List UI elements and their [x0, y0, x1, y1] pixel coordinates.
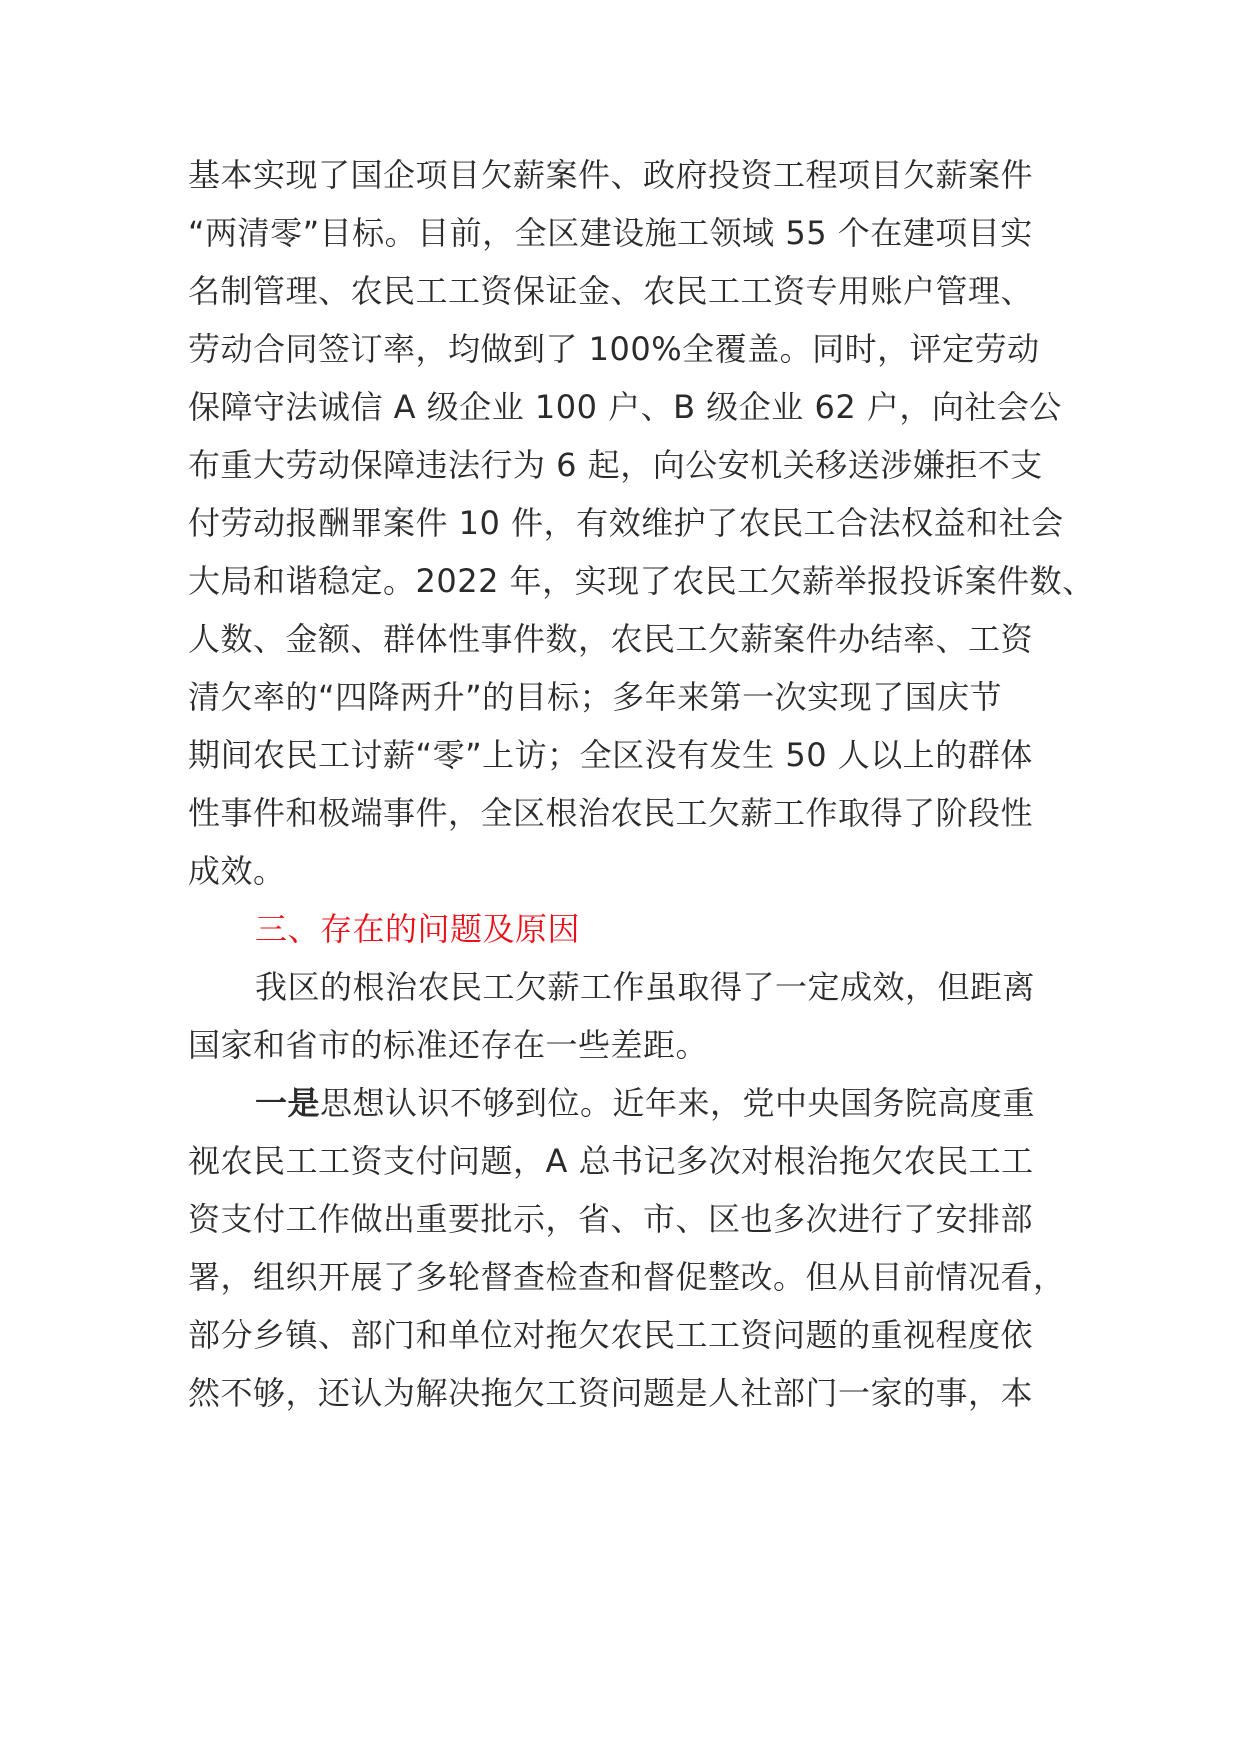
- text-line: 性事件和极端事件，全区根治农民工欠薪工作取得了阶段性: [188, 794, 1034, 832]
- text-line: [255, 1083, 1035, 1123]
- text-line: 资支付工作做出重要批示，省、市、区也多次进行了安排部: [188, 1200, 1034, 1238]
- text-line: 基本实现了国企项目欠薪案件、政府投资工程项目欠薪案件: [188, 156, 1034, 194]
- lead-label: 一是: [255, 1084, 321, 1122]
- text-line: 期间农民工讨薪“零”上访；全区没有发生 50 人以上的群体: [188, 736, 1033, 774]
- text-line: 保障守法诚信 A 级企业 100 户、B 级企业 62 户，向社会公: [188, 388, 1062, 426]
- text-line: 我区的根治农民工欠薪工作虽取得了一定成效，但距离: [255, 968, 1036, 1006]
- text-line: 成效。: [188, 852, 286, 890]
- text-line: 国家和省市的标准还存在一些差距。: [188, 1026, 709, 1064]
- text-line: 然不够，还认为解决拖欠工资问题是人社部门一家的事，本: [188, 1374, 1034, 1412]
- text-line: 部分乡镇、部门和单位对拖欠农民工工资问题的重视程度依: [188, 1316, 1034, 1354]
- section-heading: 三、存在的问题及原因: [255, 910, 581, 948]
- text-line: 清欠率的“四降两升”的目标；多年来第一次实现了国庆节: [188, 678, 1003, 716]
- text-line: 付劳动报酬罪案件 10 件，有效维护了农民工合法权益和社会: [188, 504, 1064, 542]
- text-line: 大局和谐稳定。2022 年，实现了农民工欠薪举报投诉案件数、: [188, 562, 1095, 600]
- text-line: 视农民工工资支付问题，A 总书记多次对根治拖欠农民工工: [188, 1142, 1034, 1180]
- text-line: 劳动合同签订率，均做到了 100%全覆盖。同时，评定劳动: [188, 330, 1040, 368]
- text-line: 人数、金额、群体性事件数，农民工欠薪案件办结率、工资: [188, 620, 1034, 658]
- text-line: “两清零”目标。目前，全区建设施工领域 55 个在建项目实: [188, 214, 1033, 252]
- text-line: 名制管理、农民工工资保证金、农民工工资专用账户管理、: [188, 272, 1034, 310]
- text-line: 布重大劳动保障违法行为 6 起，向公安机关移送涉嫌拒不支: [188, 446, 1043, 484]
- lead-text: 思想认识不够到位。近年来，党中央国务院高度重: [320, 1084, 1036, 1122]
- text-line: 署，组织开展了多轮督查检查和督促整改。但从目前情况看，: [188, 1258, 1066, 1296]
